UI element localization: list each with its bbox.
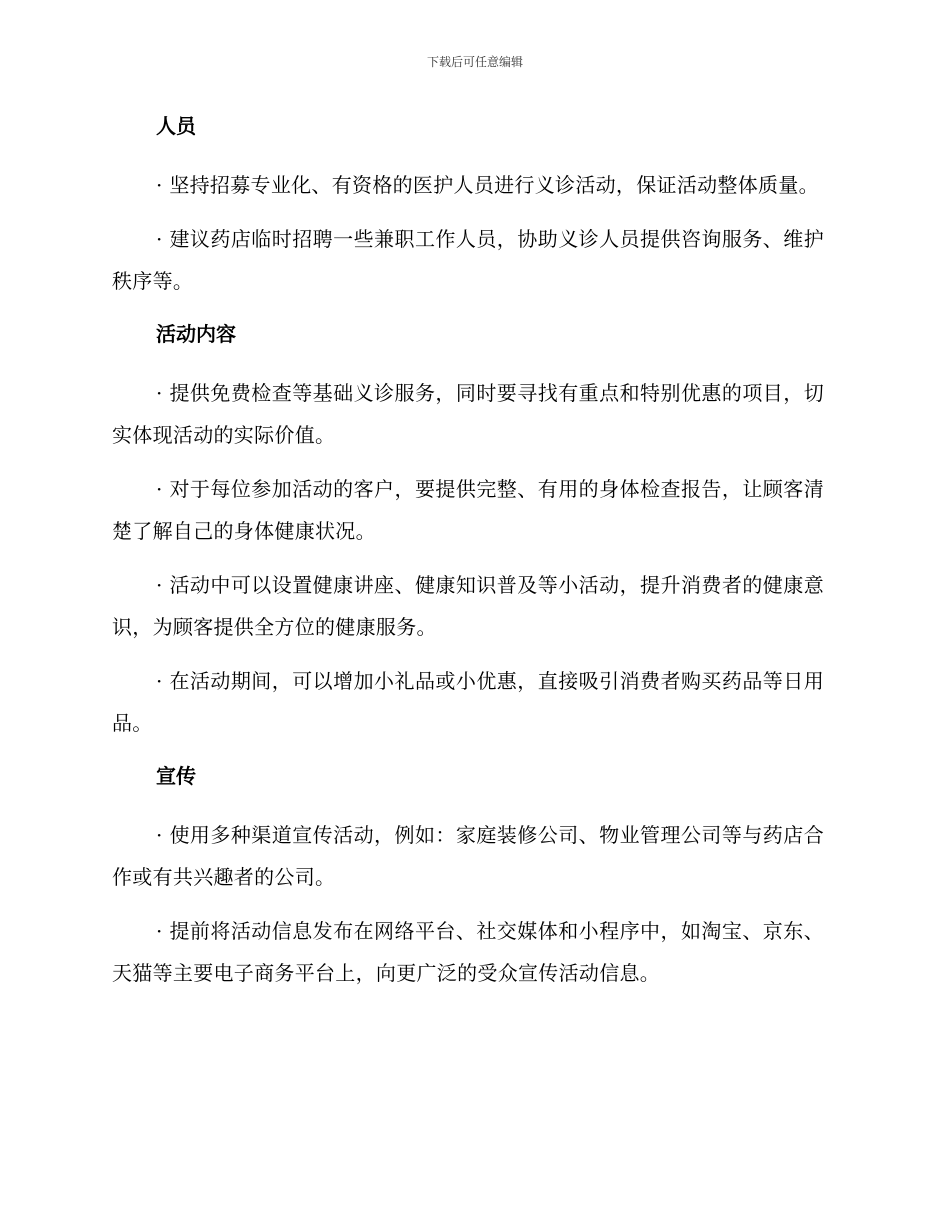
- header-note: 下载后可任意编辑: [426, 55, 523, 69]
- paragraph: · 提前将活动信息发布在网络平台、社交媒体和小程序中，如淘宝、京东、天猫等主要电子商务平台上，向更广泛的受众宣传活动信息。: [112, 919, 824, 985]
- paragraph: · 坚持招募专业化、有资格的医护人员进行义诊活动，保证活动整体质量。: [156, 173, 819, 197]
- paragraph: · 对于每位参加活动的客户，要提供完整、有用的身体检查报告，让顾客清楚了解自己的身体健康状况。: [112, 477, 824, 543]
- section-heading-personnel: 人员: [156, 114, 196, 138]
- paragraph: · 建议药店临时招聘一些兼职工作人员，协助义诊人员提供咨询服务、维护秩序等。: [112, 227, 824, 293]
- document-body: [112, 110, 824, 994]
- paragraph: · 在活动期间，可以增加小礼品或小优惠，直接吸引消费者购买药品等日用品。: [112, 669, 824, 735]
- paragraph: · 提供免费检查等基础义诊服务，同时要寻找有重点和特别优惠的项目，切实体现活动的实际价值。: [112, 381, 824, 447]
- section-heading-activity-content: 活动内容: [156, 322, 236, 346]
- section-heading-promotion: 宣传: [156, 764, 196, 788]
- paragraph: · 活动中可以设置健康讲座、健康知识普及等小活动，提升消费者的健康意识，为顾客提供全方位的健康服务。: [112, 573, 824, 639]
- paragraph: · 使用多种渠道宣传活动，例如：家庭装修公司、物业管理公司等与药店合作或有共兴趣者的公司。: [112, 823, 824, 889]
